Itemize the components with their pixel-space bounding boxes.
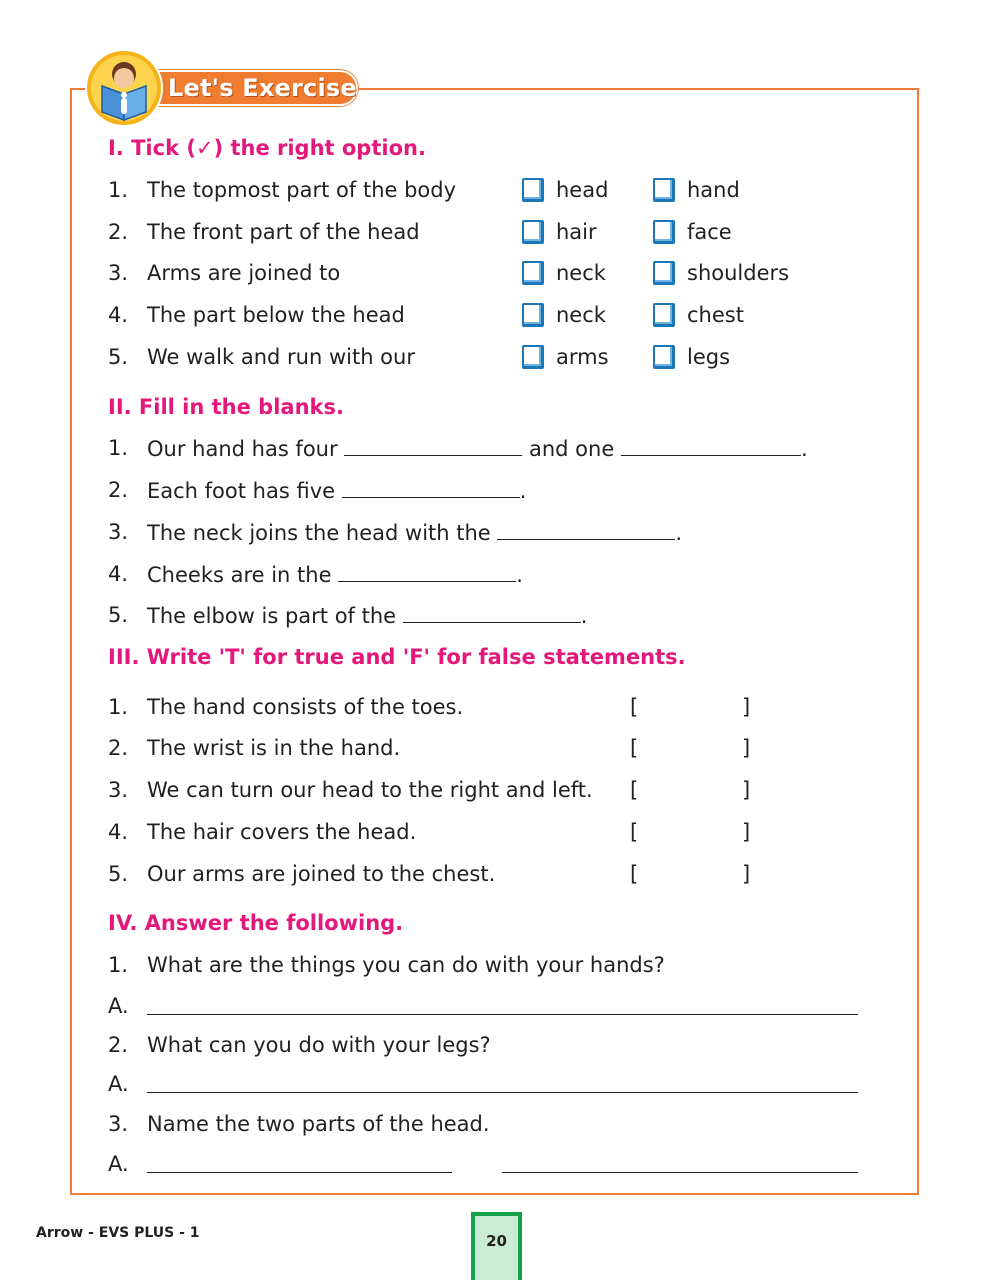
q2-2-pre: Each foot has five	[147, 479, 336, 503]
q1-4-option1-label: neck	[556, 303, 606, 327]
q1-2-option1-label: hair	[556, 220, 597, 244]
q3-2-bracket-close: ]	[742, 736, 751, 760]
section-2-title: II. Fill in the blanks.	[108, 395, 344, 419]
q3-4-text: The hair covers the head.	[147, 820, 417, 844]
q2-2-blank[interactable]	[342, 478, 520, 498]
q2-4-pre: Cheeks are in the	[147, 563, 332, 587]
q4-1-answer-label: A.	[108, 994, 129, 1018]
q3-2-number: 2.	[108, 736, 129, 760]
frame-top-border-right	[345, 88, 919, 90]
q1-1-option2-label: hand	[687, 178, 740, 202]
q3-4-bracket-open: [	[630, 820, 639, 844]
q1-5-option2-label: legs	[687, 345, 731, 369]
q3-2-text: The wrist is in the hand.	[147, 736, 401, 760]
q4-1-number: 1.	[108, 953, 129, 977]
q1-2-option2-checkbox[interactable]	[653, 220, 675, 244]
q1-1-text: The topmost part of the body	[147, 178, 457, 202]
reading-child-icon	[84, 48, 164, 128]
q1-4-option2-label: chest	[687, 303, 744, 327]
q2-1-post: .	[800, 437, 808, 461]
q3-4-bracket-close: ]	[742, 820, 751, 844]
q4-3-answer-line-1[interactable]	[147, 1172, 452, 1173]
q2-1-blank-2[interactable]	[621, 436, 801, 456]
header-title: Let's Exercise	[168, 74, 357, 102]
q2-5-blank[interactable]	[403, 603, 581, 623]
q1-1-option1-checkbox[interactable]	[522, 178, 544, 202]
q2-1-blank-1[interactable]	[344, 436, 522, 456]
q1-5-option1-label: arms	[556, 345, 609, 369]
q1-1-option2-checkbox[interactable]	[653, 178, 675, 202]
q1-3-option2-label: shoulders	[687, 261, 790, 285]
q3-5-bracket-close: ]	[742, 862, 751, 886]
q1-1-option1-label: head	[556, 178, 609, 202]
q2-3-blank[interactable]	[497, 520, 675, 540]
q3-5-text: Our arms are joined to the chest.	[147, 862, 496, 886]
q4-3-answer-label: A.	[108, 1152, 129, 1176]
q4-2-number: 2.	[108, 1033, 129, 1057]
q2-3-pre: The neck joins the head with the	[147, 521, 491, 545]
q4-3-text: Name the two parts of the head.	[147, 1112, 490, 1136]
q1-4-option2-checkbox[interactable]	[653, 303, 675, 327]
q2-5-sentence	[147, 603, 587, 628]
q4-3-number: 3.	[108, 1112, 129, 1136]
q1-4-number: 4.	[108, 303, 129, 327]
q2-5-post: .	[580, 604, 588, 628]
section-1-title: I. Tick (✓) the right option.	[108, 136, 426, 160]
q3-4-number: 4.	[108, 820, 129, 844]
q3-1-text: The hand consists of the toes.	[147, 695, 464, 719]
q1-5-number: 5.	[108, 345, 129, 369]
q3-1-bracket-open: [	[630, 695, 639, 719]
q4-1-text: What are the things you can do with your hands?	[147, 953, 665, 977]
q4-2-text: What can you do with your legs?	[147, 1033, 491, 1057]
q3-3-bracket-close: ]	[742, 778, 751, 802]
q3-5-number: 5.	[108, 862, 129, 886]
section-3-title: III. Write 'T' for true and 'F' for false statements.	[108, 645, 686, 669]
q3-1-number: 1.	[108, 695, 129, 719]
exercise-frame	[70, 88, 919, 1195]
book-title-footer: Arrow - EVS PLUS - 1	[36, 1225, 200, 1241]
q2-2-sentence	[147, 478, 526, 503]
q2-4-number: 4.	[108, 562, 129, 586]
q4-2-answer-label: A.	[108, 1072, 129, 1096]
q3-3-number: 3.	[108, 778, 129, 802]
q2-5-pre: The elbow is part of the	[147, 604, 397, 628]
page-number: 20	[486, 1232, 507, 1250]
q1-1-number: 1.	[108, 178, 129, 202]
q1-3-text: Arms are joined to	[147, 261, 341, 285]
q2-2-post: .	[519, 479, 527, 503]
q3-2-bracket-open: [	[630, 736, 639, 760]
q1-2-option1-checkbox[interactable]	[522, 220, 544, 244]
q4-1-answer-line[interactable]	[147, 1014, 858, 1015]
q1-3-option1-checkbox[interactable]	[522, 261, 544, 285]
q3-1-bracket-close: ]	[742, 695, 751, 719]
q2-4-blank[interactable]	[338, 562, 516, 582]
q2-1-pre: Our hand has four	[147, 437, 338, 461]
q1-4-option1-checkbox[interactable]	[522, 303, 544, 327]
q2-3-number: 3.	[108, 520, 129, 544]
q2-1-number: 1.	[108, 436, 129, 460]
q2-2-number: 2.	[108, 478, 129, 502]
q4-2-answer-line[interactable]	[147, 1092, 858, 1093]
q1-4-text: The part below the head	[147, 303, 405, 327]
q2-5-number: 5.	[108, 603, 129, 627]
q1-3-option1-label: neck	[556, 261, 606, 285]
q2-4-sentence	[147, 562, 523, 587]
q4-3-answer-line-2[interactable]	[502, 1172, 858, 1173]
q1-5-text: We walk and run with our	[147, 345, 415, 369]
q3-3-text: We can turn our head to the right and left.	[147, 778, 593, 802]
q2-4-post: .	[516, 563, 523, 587]
q1-3-option2-checkbox[interactable]	[653, 261, 675, 285]
page-number-box	[471, 1212, 522, 1280]
section-4-title: IV. Answer the following.	[108, 911, 404, 935]
q2-1-mid: and one	[529, 437, 615, 461]
q1-2-text: The front part of the head	[147, 220, 420, 244]
q1-5-option2-checkbox[interactable]	[653, 345, 675, 369]
q1-5-option1-checkbox[interactable]	[522, 345, 544, 369]
q3-3-bracket-open: [	[630, 778, 639, 802]
q1-3-number: 3.	[108, 261, 129, 285]
q2-1-sentence	[147, 436, 808, 461]
q2-3-post: .	[675, 521, 683, 545]
q2-3-sentence	[147, 520, 682, 545]
q3-5-bracket-open: [	[630, 862, 639, 886]
q1-2-number: 2.	[108, 220, 129, 244]
q1-2-option2-label: face	[687, 220, 732, 244]
